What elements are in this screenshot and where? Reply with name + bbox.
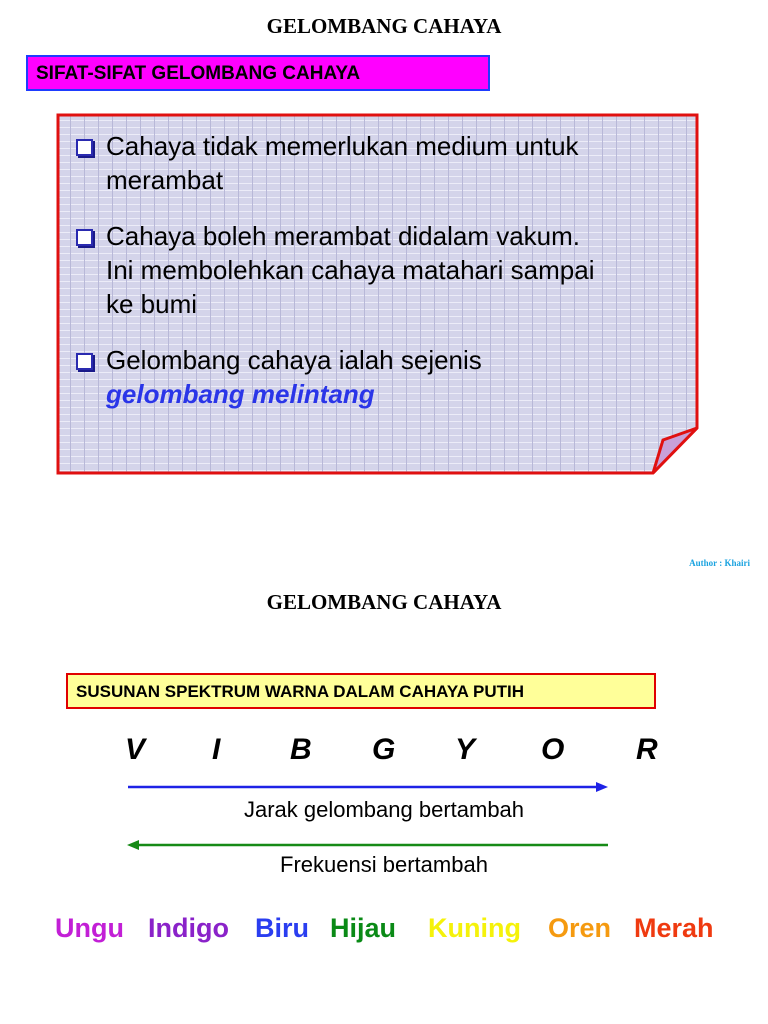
color-name-biru: Biru <box>255 913 309 943</box>
slide-2-title: GELOMBANG CAHAYA <box>266 590 502 614</box>
author-credit: Author : Khairi <box>689 558 750 568</box>
spectrum-letter: R <box>636 733 658 766</box>
checkbox-bullet-icon <box>76 139 93 156</box>
color-name-hijau: Hijau <box>330 913 397 943</box>
spectrum-letter: I <box>212 733 221 766</box>
bullet-text-line: Cahaya boleh merambat didalam vakum. <box>106 221 581 251</box>
bullet-item <box>74 129 684 197</box>
bullet-emphasis-text: gelombang melintang <box>106 379 375 409</box>
spectrum-letter: O <box>541 733 565 766</box>
spectrum-letter: V <box>125 733 146 766</box>
color-name-merah: Merah <box>634 913 714 943</box>
spectrum-letter: Y <box>455 733 476 766</box>
frequency-label: Frekuensi bertambah <box>280 852 488 877</box>
bullet-item <box>74 219 684 321</box>
wavelength-label: Jarak gelombang bertambah <box>243 797 525 822</box>
bullet-text-line: Ini membolehkan cahaya matahari sampai <box>106 255 595 285</box>
checkbox-bullet-icon <box>76 229 93 246</box>
wavelength-arrow <box>128 782 608 792</box>
properties-heading: SIFAT-SIFAT GELOMBANG CAHAYA <box>26 55 490 91</box>
bullet-text-line: Gelombang cahaya ialah sejenis <box>106 345 482 375</box>
spectrum-letter: G <box>372 733 396 766</box>
bullet-item <box>74 343 684 411</box>
spectrum-letter: B <box>290 733 312 766</box>
slide-1-title: GELOMBANG CAHAYA <box>266 14 502 38</box>
color-name-ungu: Ungu <box>55 913 124 943</box>
bullet-text-line: ke bumi <box>106 289 198 319</box>
bullet-text-line: merambat <box>106 165 224 195</box>
bullet-text-line: Cahaya tidak memerlukan medium untuk <box>106 131 579 161</box>
color-name-indigo: Indigo <box>148 913 229 943</box>
frequency-arrow <box>127 840 608 850</box>
sticky-note-panel <box>56 113 700 475</box>
color-name-oren: Oren <box>548 913 612 943</box>
checkbox-bullet-icon <box>76 353 93 370</box>
color-name-kuning: Kuning <box>428 913 521 943</box>
spectrum-heading: SUSUNAN SPEKTRUM WARNA DALAM CAHAYA PUTIH <box>66 673 656 709</box>
